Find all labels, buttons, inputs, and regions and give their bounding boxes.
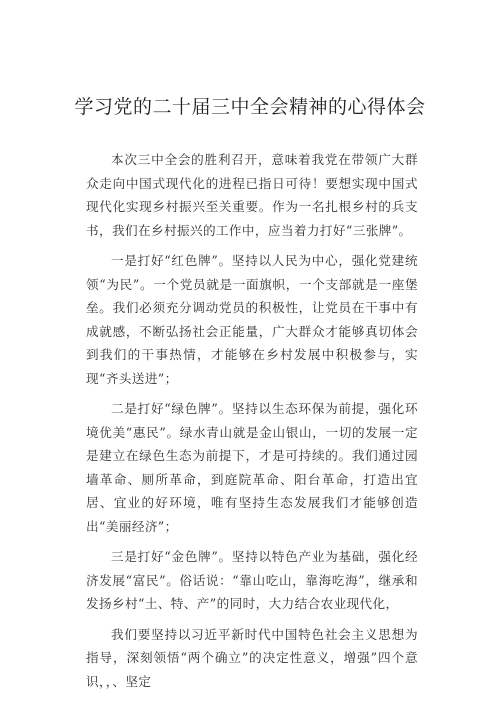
paragraph-red-card: 一是打好“红色牌”。坚持以人民为中心，强化党建统领“为民”。一个党员就是一面旗帜，一个支部就是一座堡垒。我们必须充分调动党员的积极性，让党员在干事中有成就感，不断弘扬社会正能量，广大群众才能够真切体会到我们的干事热情，才能够在乡村发展中积极参与，实现“齐头送进”； <box>86 253 418 386</box>
paragraph-green-card: 二是打好“绿色牌”。坚持以生态环保为前提，强化环境优美“惠民”。绿水青山就是金山银山，一切的发展一定是建立在绿色生态为前提下，才是可持续的。我们通过园墙革命、厕所革命，到庭院革命、阳台革命，打造出宜居、宜业的好环境，唯有坚持生态发展我们才能够创造出“美丽经济”； <box>86 401 418 534</box>
paragraph-intro: 本次三中全会的胜利召开，意味着我党在带领广大群众走向中国式现代化的进程已指日可待！要想实现中国式现代化实现乡村振兴至关重要。作为一名扎根乡村的兵支书，我们在乡村振兴的工作中，应当着力打好“三张牌”。 <box>86 152 418 238</box>
document-title: 学习党的二十届三中全会精神的心得体会 <box>74 96 426 118</box>
paragraph-gold-card: 三是打好“金色牌”。坚持以特色产业为基础，强化经济发展“富民”。俗话说：“靠山吃山，靠海吃海”，继承和发扬乡村“土、特、产”的同时，大力结合农业现代化， <box>86 549 418 611</box>
paragraph-guidance: 我们要坚持以习近平新时代中国特色社会主义思想为指导，深刻领悟“两个确立”的决定性意义，增强”四个意识，，、坚定 <box>86 626 418 689</box>
document-body <box>86 148 418 700</box>
